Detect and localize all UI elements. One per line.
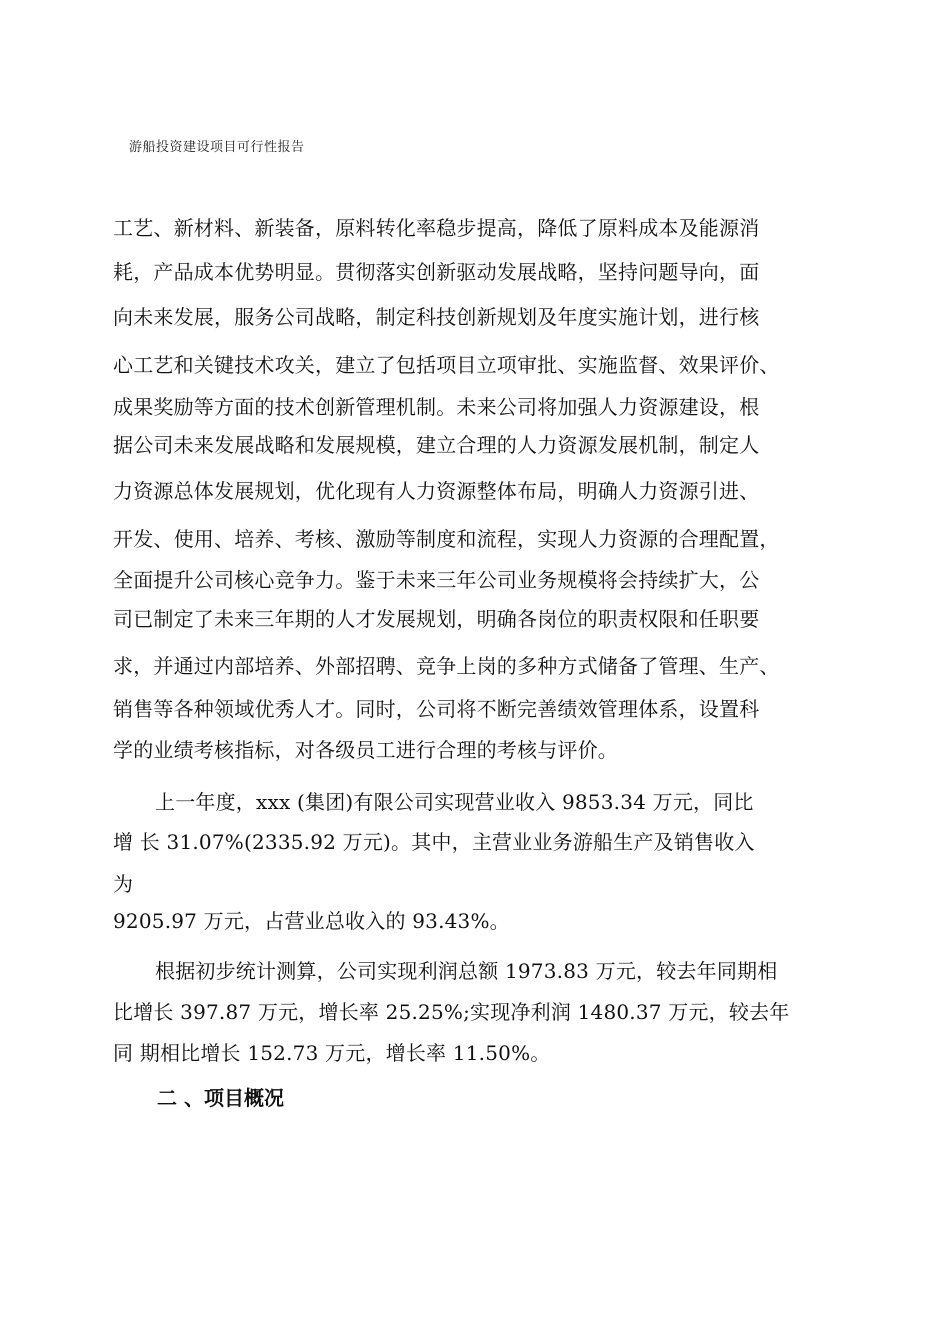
body-line: 工艺、新材料、新装备，原料转化率稳步提高，降低了原料成本及能源消 [113, 216, 760, 240]
body-line: 比增长 397.87 万元，增长率 25.25%;实现净利润 1480.37 万元，较去年 [113, 1000, 790, 1024]
body-line: 据公司未来发展战略和发展规模，建立合理的人力资源发展机制，制定人 [113, 433, 760, 457]
body-line: 求，并通过内部培养、外部招聘、竞争上岗的多种方式储备了管理、生产、 [113, 654, 780, 678]
body-line: 销售等各种领域优秀人才。同时，公司将不断完善绩效管理体系，设置科 [113, 697, 760, 721]
body-line: 全面提升公司核心竞争力。鉴于未来三年公司业务规模将会持续扩大，公 [113, 568, 760, 592]
page-header-title: 游船投资建设项目可行性报告 [129, 140, 305, 155]
body-line: 同 期相比增长 152.73 万元，增长率 11.50%。 [113, 1041, 551, 1065]
body-line: 开发、使用、培养、考核、激励等制度和流程，实现人力资源的合理配置， [113, 527, 780, 551]
body-line: 司已制定了未来三年期的人才发展规划，明确各岗位的职责权限和任职要 [113, 607, 760, 631]
body-line: 9205.97 万元，占营业总收入的 93.43%。 [113, 909, 510, 933]
body-line: 耗，产品成本优势明显。贯彻落实创新驱动发展战略，坚持问题导向，面 [113, 260, 760, 284]
body-line: 为 [113, 872, 134, 896]
body-line: 成果奖励等方面的技术创新管理机制。未来公司将加强人力资源建设，根 [113, 395, 760, 419]
body-line: 心工艺和关键技术攻关，建立了包括项目立项审批、实施监督、效果评价、 [113, 353, 780, 377]
body-line: 学的业绩考核指标，对各级员工进行合理的考核与评价。 [113, 738, 618, 762]
body-line: 增 长 31.07%(2335.92 万元)。其中，主营业业务游船生产及销售收入 [113, 830, 755, 854]
section-heading: 二 、项目概况 [157, 1086, 284, 1110]
body-line: 力资源总体发展规划，优化现有人力资源整体布局，明确人力资源引进、 [113, 479, 760, 503]
body-line: 向未来发展，服务公司战略，制定科技创新规划及年度实施计划，进行核 [113, 305, 760, 329]
body-line: 根据初步统计测算，公司实现利润总额 1973.83 万元，较去年同期相 [155, 959, 778, 983]
body-line: 上一年度，xxx (集团)有限公司实现营业收入 9853.34 万元，同比 [155, 790, 754, 814]
